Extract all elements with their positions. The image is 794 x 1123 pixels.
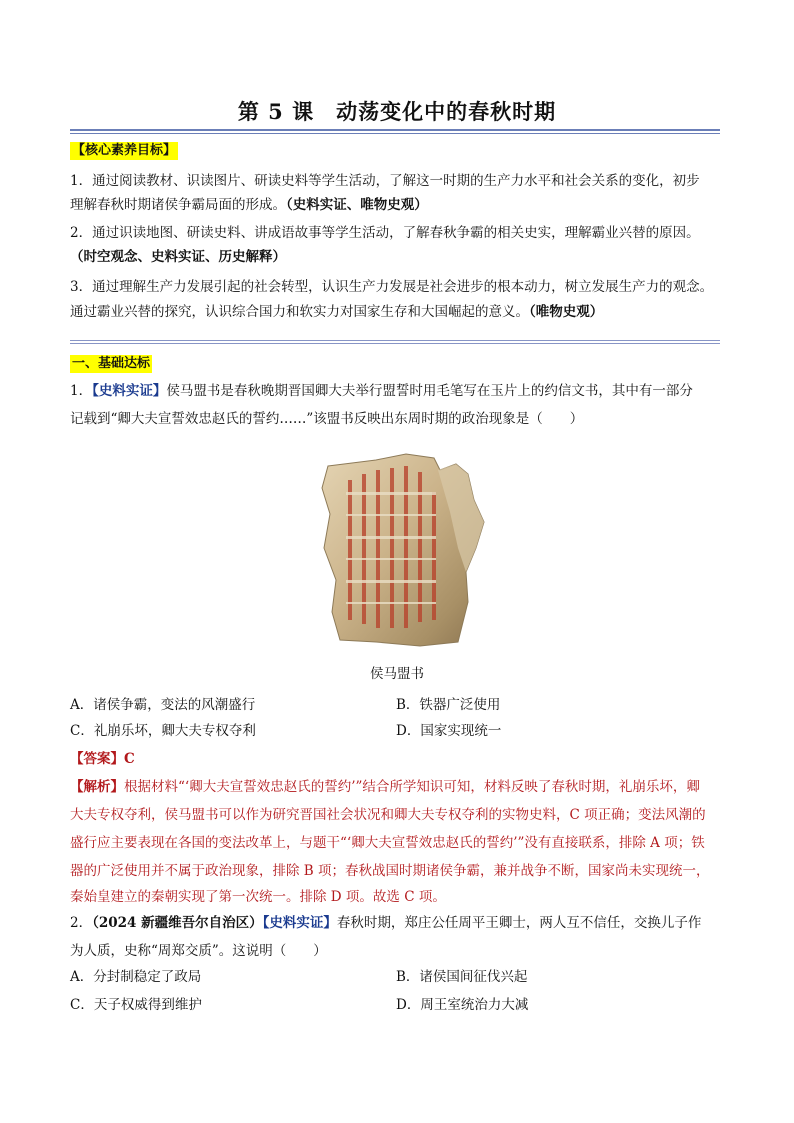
- question-2-stem-cont: 为人质，史称“周郑交质”。这说明（ ）: [70, 943, 327, 959]
- goal-line: 1．通过阅读教材、识读图片、研读史料等学生活动，了解这一时期的生产力水平和社会关系的变化，初步: [70, 173, 700, 189]
- analysis-line: 器的广泛使用并不属于政治现象，排除 B 项；春秋战国时期诸侯争霸，兼并战争不断，国家尚未实现统一，: [70, 863, 710, 879]
- analysis-text: 根据材料“‘卿大夫宣誓效忠赵氏的誓约’”结合所学知识可知，材料反映了春秋时期，礼崩乐坏，卿: [124, 779, 700, 795]
- image-caption: 侯马盟书: [370, 666, 424, 682]
- goal-line: 3．通过理解生产力发展引起的社会转型，认识生产力发展是社会进步的根本动力，树立发展生产力的观念。: [70, 279, 714, 295]
- goal-text: 通过霸业兴替的探究，认识综合国力和软实力对国家生存和大国崛起的意义。: [70, 304, 529, 320]
- question-tag: 【史料实证】: [92, 383, 167, 399]
- goal-text: 理解春秋时期诸侯争霸局面的形成。: [70, 197, 286, 213]
- goal-competency: （唯物史观）: [529, 304, 604, 320]
- option-c: C．礼崩乐坏，卿大夫专权夺利: [70, 723, 256, 739]
- question-2-stem: [70, 914, 701, 932]
- analysis-line: 秦始皇建立的秦朝实现了第一次统一。排除 D 项。故选 C 项。: [70, 889, 446, 905]
- question-number: 2．: [70, 915, 93, 931]
- section-heading: 一、基础达标: [72, 356, 151, 371]
- option-a: A．诸侯争霸，变法的风潮盛行: [70, 697, 256, 713]
- option-b: B．铁器广泛使用: [396, 697, 501, 713]
- question-text: 春秋时期，郑庄公任周平王卿士，两人互不信任，交换儿子作: [336, 915, 702, 931]
- question-number: 1．: [70, 383, 93, 399]
- goal-line: [70, 196, 428, 214]
- goal-line: [70, 303, 603, 321]
- analysis-line: 盛行应主要表现在各国的变法改革上，与题干“‘卿大夫宣誓效忠赵氏的誓约’”没有直接联系，排除 A 项；铁: [70, 835, 705, 851]
- analysis-label: 【解析】: [70, 779, 124, 795]
- option-d: D．周王室统治力大减: [396, 997, 529, 1013]
- section-rule-thin: [70, 343, 720, 344]
- goal-competency: （时空观念、史料实证、历史解释）: [70, 249, 286, 265]
- goals-heading: 【核心素养目标】: [72, 143, 177, 158]
- page-title: 第 5 课 动荡变化中的春秋时期: [237, 99, 557, 124]
- title-rule-thin: [70, 133, 720, 134]
- analysis-line: [70, 778, 700, 796]
- option-c: C．天子权威得到维护: [70, 997, 202, 1013]
- question-source: （2024 新疆维吾尔自治区）: [92, 915, 263, 931]
- analysis-line: 大夫专权夺利，侯马盟书可以作为研究晋国社会状况和卿大夫专权夺利的实物史料，C 项正确；变法风潮的: [70, 807, 706, 823]
- houma-covenant-image: [318, 452, 486, 648]
- option-d: D．国家实现统一: [396, 723, 502, 739]
- goal-competency: （史料实证、唯物史观）: [286, 197, 428, 213]
- question-1-stem-cont: 记载到“卿大夫宣誓效忠赵氏的誓约……”该盟书反映出东周时期的政治现象是（ ）: [70, 411, 584, 427]
- question-text: 侯马盟书是春秋晚期晋国卿大夫举行盟誓时用毛笔写在玉片上的约信文书，其中有一部分: [166, 383, 693, 399]
- section-rule: [70, 340, 720, 341]
- option-b: B．诸侯国间征伐兴起: [396, 969, 528, 985]
- question-tag: 【史料实证】: [262, 915, 337, 931]
- goal-line: 2．通过识读地图、研读史料、讲成语故事等学生活动，了解春秋争霸的相关史实，理解霸业兴替的原因。: [70, 225, 700, 241]
- title-rule: [70, 129, 720, 131]
- option-a: A．分封制稳定了政局: [70, 969, 202, 985]
- question-1-stem: [70, 382, 693, 400]
- answer: 【答案】C: [70, 751, 135, 767]
